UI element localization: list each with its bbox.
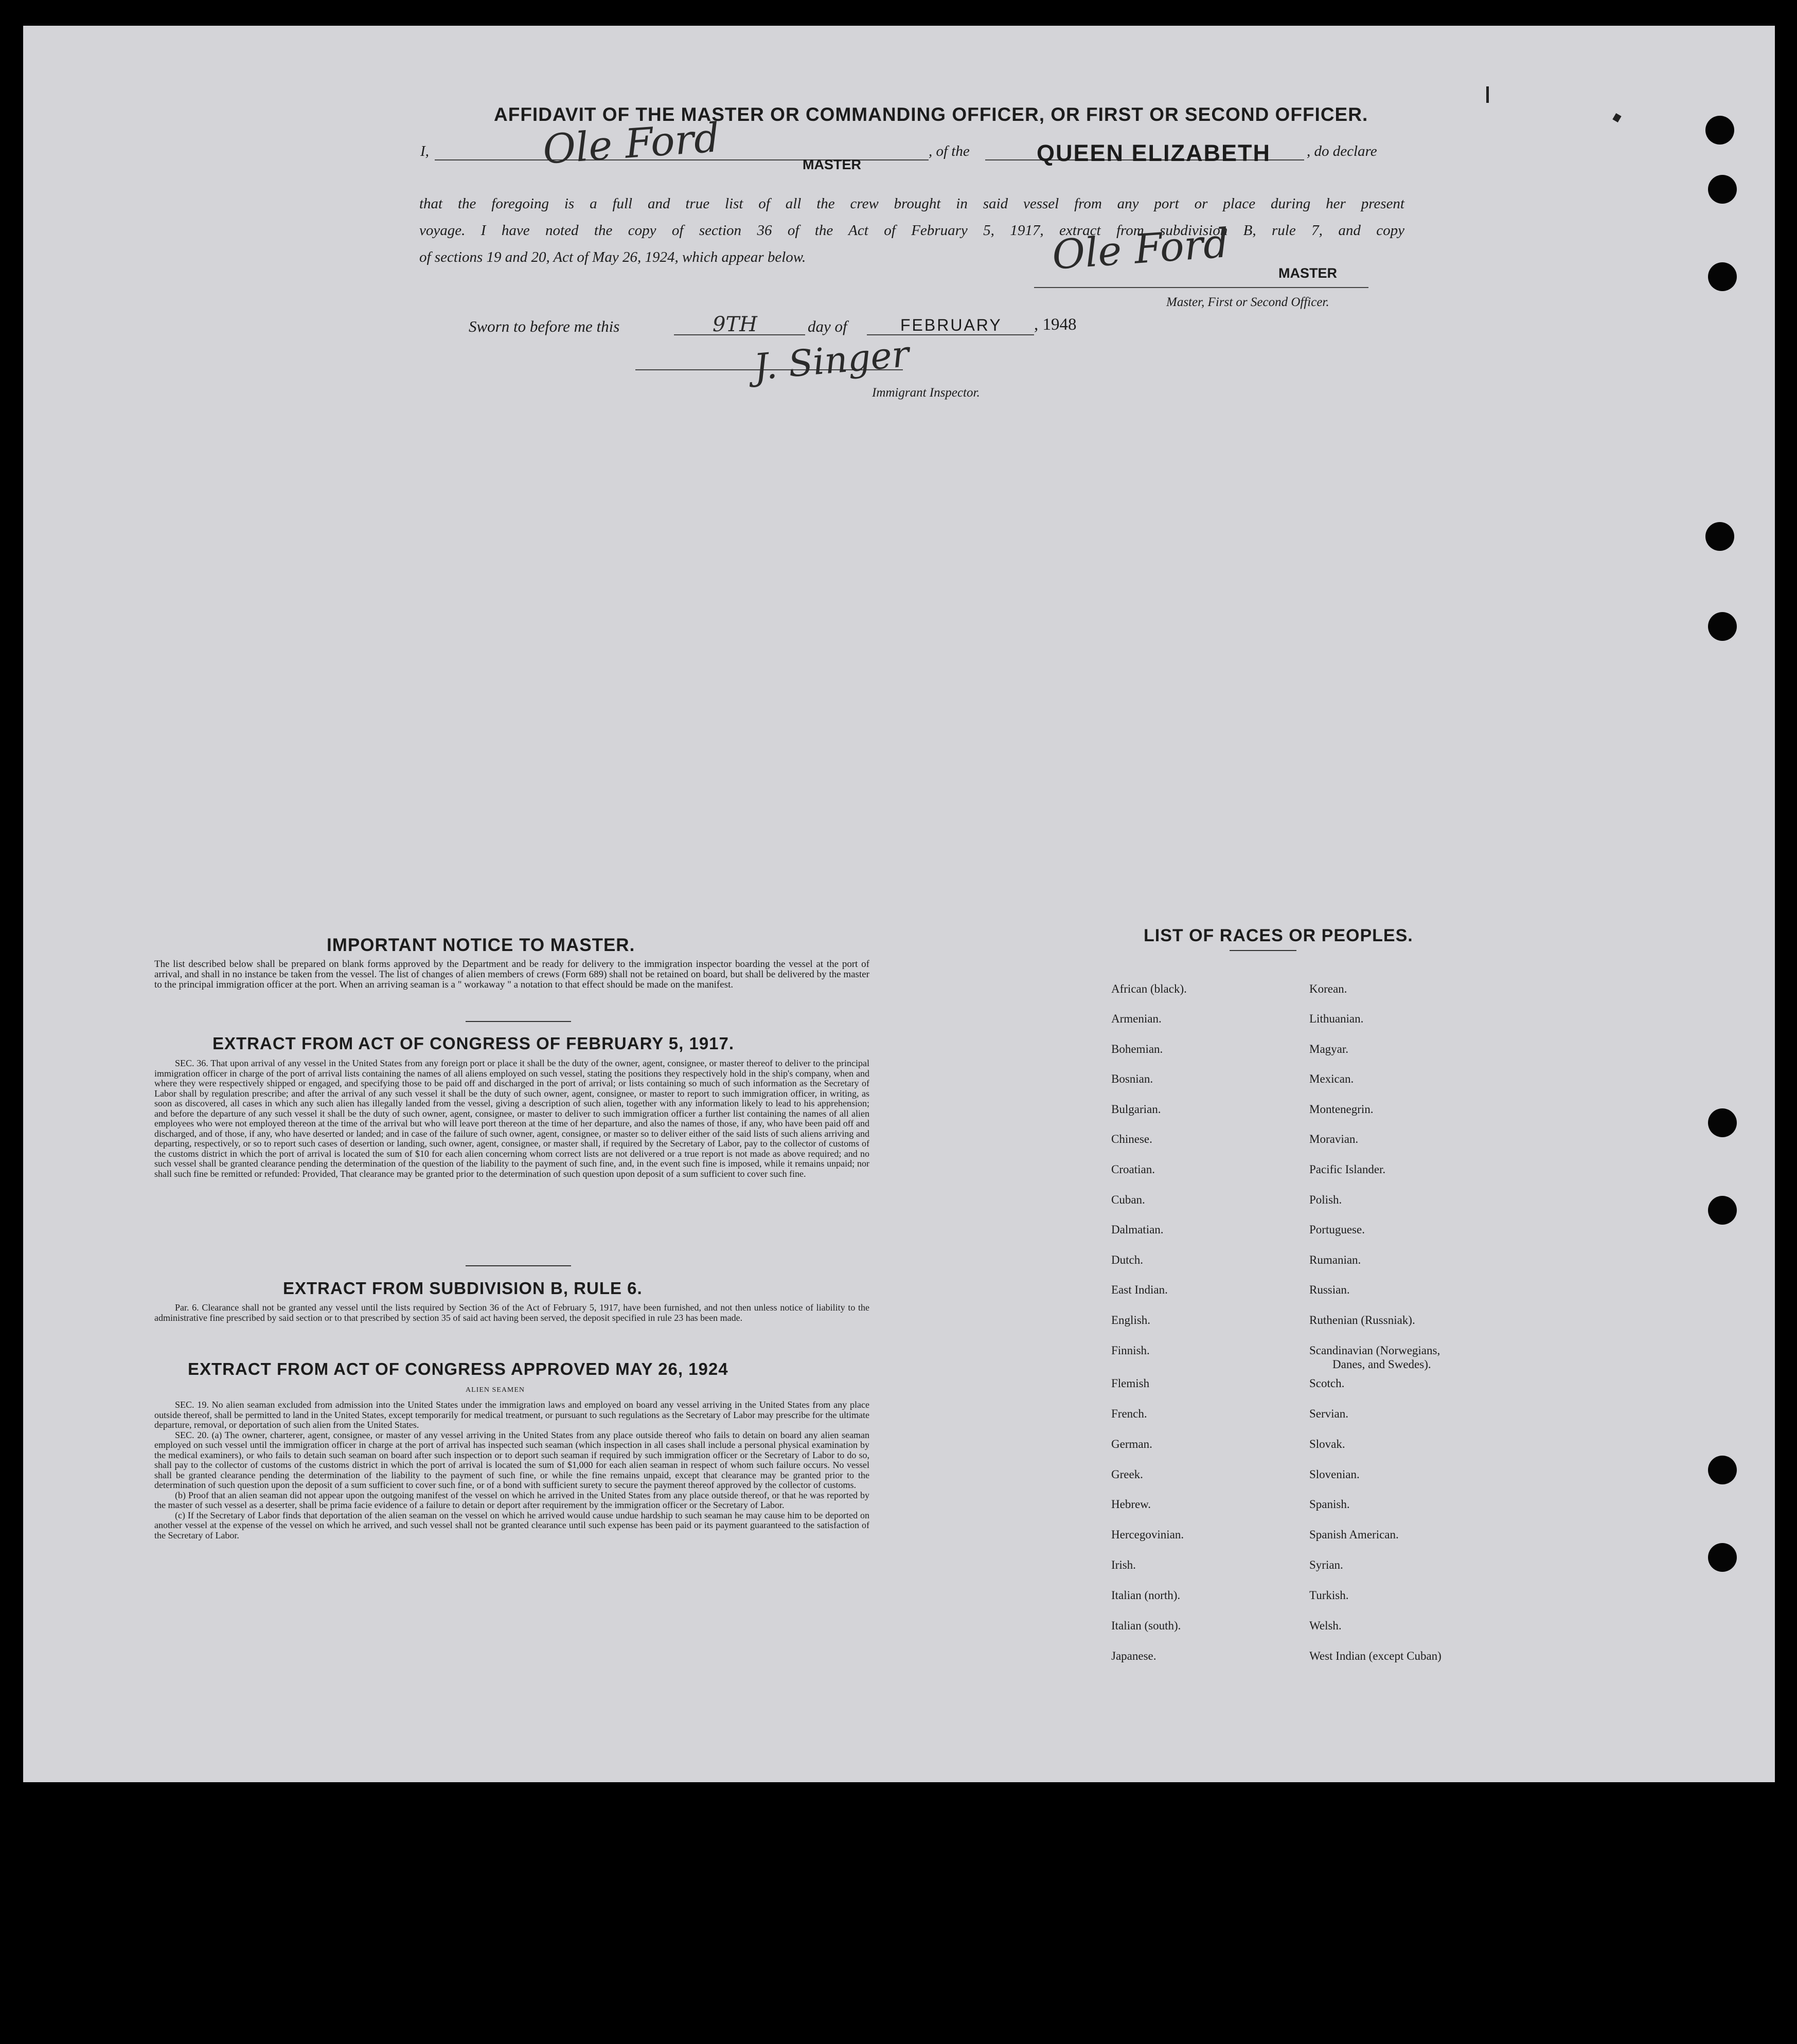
- race-item: Greek.: [1111, 1468, 1143, 1481]
- month-value: FEBRUARY: [900, 316, 1002, 334]
- binder-hole: [1708, 1456, 1737, 1484]
- race-item: Servian.: [1309, 1407, 1349, 1420]
- race-item: Turkish.: [1309, 1589, 1349, 1602]
- binder-hole: [1708, 612, 1737, 641]
- binder-hole: [1708, 1108, 1737, 1137]
- race-item: West Indian (except Cuban): [1309, 1649, 1442, 1662]
- binder-hole: [1708, 1543, 1737, 1572]
- race-item: East Indian.: [1111, 1283, 1168, 1296]
- race-item: Portuguese.: [1309, 1223, 1365, 1236]
- inspector-label: Immigrant Inspector.: [872, 386, 980, 400]
- inspector-signature: J. Singer: [752, 332, 911, 389]
- important-notice-title: IMPORTANT NOTICE TO MASTER.: [327, 935, 635, 955]
- race-item: German.: [1111, 1438, 1152, 1450]
- alien-seamen-subtitle: ALIEN SEAMEN: [466, 1386, 525, 1394]
- extract-1924-paragraph: SEC. 19. No alien seaman excluded from admission into the United States under the immigration laws and employed on board any vessel arriving in the United States from any place outside thereof, shall be permitted to land in the United States, except temporarily for medical treatment, or pursuant to such regulations as the Secretary of Labor may prescribe for the ultimate departure, removal, or deportation of such alien from the United States.: [154, 1400, 869, 1430]
- race-item: Mexican.: [1309, 1072, 1354, 1085]
- binder-hole: [1705, 522, 1734, 551]
- race-item: Syrian.: [1309, 1558, 1343, 1571]
- affidavit-body-line: voyage. I have noted the copy of section 36 of the Act of February 5, 1917, extract from subdivision B, rule 7, and copy: [419, 222, 1404, 239]
- binder-hole: [1708, 1196, 1737, 1225]
- officer-label: Master, First or Second Officer.: [1166, 295, 1329, 309]
- race-item: Finnish.: [1111, 1344, 1150, 1357]
- vessel-name: QUEEN ELIZABETH: [1037, 140, 1271, 166]
- officer-signature-line: [1034, 287, 1368, 288]
- race-item: Russian.: [1309, 1283, 1350, 1296]
- race-item: Hercegovinian.: [1111, 1528, 1184, 1541]
- race-item: Danes, and Swedes).: [1332, 1358, 1431, 1371]
- extract-1924-paragraph: (b) Proof that an alien seaman did not appear upon the outgoing manifest of the vessel on which he arrived in the United States from any place outside thereof, or that he was reported by the master of such vessel as a deserter, shall be prima facie evidence of a failure to detain or deport after requirement by the immigration officer or the Secretary of Labor.: [154, 1490, 869, 1510]
- race-item: Spanish.: [1309, 1498, 1350, 1511]
- race-item: Armenian.: [1111, 1012, 1162, 1025]
- affidavit-body-line: that the foregoing is a full and true list of all the crew brought in said vessel from any port or place during her present: [419, 195, 1404, 212]
- extract-rule6-text: Par. 6. Clearance shall not be granted any vessel until the lists required by Section 36 of the Act of February 5, 1917, have been furnished, and not then unless notice of liability to the administrative fine prescribed by said section or to that prescribed by section 35 of said act having been served, the deposit specified in rule 23 has been made.: [154, 1302, 869, 1323]
- race-item: Moravian.: [1309, 1133, 1359, 1145]
- race-item: Japanese.: [1111, 1649, 1157, 1662]
- extract-1924-paragraph: (c) If the Secretary of Labor finds that deportation of the alien seaman on the vessel on which he arrived would cause undue hardship to such seaman he may cause him to be deported on another vessel at the expense of the vessel on which he arrived, and such vessel shall not be granted clearance until such expense has been paid or its payment guaranteed to the satisfaction of the Secretary of Labor.: [154, 1510, 869, 1540]
- race-item: Montenegrin.: [1309, 1103, 1374, 1116]
- race-item: Slovak.: [1309, 1438, 1345, 1450]
- sworn-label: Sworn to before me this: [469, 317, 620, 335]
- divider: [466, 1265, 571, 1266]
- master-label: MASTER: [803, 157, 861, 172]
- race-item: English.: [1111, 1314, 1151, 1326]
- race-item: Spanish American.: [1309, 1528, 1399, 1541]
- race-item: Hebrew.: [1111, 1498, 1151, 1511]
- binder-hole: [1708, 262, 1737, 291]
- officer-master-label: MASTER: [1278, 265, 1337, 281]
- extract-1917-title: EXTRACT FROM ACT OF CONGRESS OF FEBRUARY 5, 1917.: [212, 1034, 735, 1053]
- race-item: Pacific Islander.: [1309, 1163, 1386, 1176]
- edge-mark: [1612, 113, 1621, 122]
- important-notice-text: The list described below shall be prepared on blank forms approved by the Department and be ready for delivery to the immigration inspector boarding the vessel at the port of arrival, and shall in no instance be taken from the vessel. The list of changes of alien members of crews (Form 689) shall not be retained on board, but shall be delivered by the master to the principal immigration officer at the port. When an arriving seaman is a " workaway " a notation to that effect should be made on the manifest.: [154, 959, 869, 990]
- affidavit-body: [419, 190, 1404, 271]
- race-item: African (black).: [1111, 982, 1187, 995]
- master-signature: Ole Ford: [541, 115, 721, 173]
- day-value: 9TH: [713, 313, 758, 336]
- race-item: Korean.: [1309, 982, 1347, 995]
- extract-rule6-title: EXTRACT FROM SUBDIVISION B, RULE 6.: [283, 1279, 643, 1298]
- race-item: Flemish: [1111, 1377, 1150, 1390]
- extract-1924-paragraph: SEC. 20. (a) The owner, charterer, agent, consignee, or master of any vessel arriving in the United States from any place outside thereof who fails to detain on board any alien seaman employed on such vessel until the immigration officer in charge at the port of arrival has inspected such seaman (which inspection in all cases shall include a personal physical examination by the medical examiners), or who fails to detain such seaman on board after such inspection or to deport such seaman if required by such immigration officer or the Secretary of Labor to do so, shall pay to the collector of customs of the customs district in which the port of arrival is located the sum of $1,000 for each alien seaman in respect of whom such failure occurs. No vessel shall be granted clearance pending the determination of the liability to the payment of such fine, or while the fine remains unpaid, except that clearance may be granted prior to the determination of such question upon the deposit of a sum sufficient to cover such fine, or of a bond with sufficient surety to secure the payment thereof approved by the collector of customs.: [154, 1429, 869, 1490]
- binder-hole: [1705, 116, 1734, 145]
- race-item: Ruthenian (Russniak).: [1309, 1314, 1415, 1326]
- of-the-label: , of the: [929, 143, 970, 159]
- race-item: Bosnian.: [1111, 1072, 1153, 1085]
- race-item: Lithuanian.: [1309, 1012, 1364, 1025]
- race-item: Welsh.: [1309, 1619, 1342, 1632]
- races-title-underline: [1230, 950, 1296, 951]
- affidavit-body-line: of sections 19 and 20, Act of May 26, 1924, which appear below.: [419, 249, 806, 265]
- race-item: Bulgarian.: [1111, 1103, 1161, 1116]
- race-item: Italian (north).: [1111, 1589, 1181, 1602]
- i-label: I,: [420, 143, 429, 159]
- race-item: Magyar.: [1309, 1043, 1349, 1055]
- day-of-label: day of: [808, 317, 847, 335]
- extract-1924-title: EXTRACT FROM ACT OF CONGRESS APPROVED MAY 26, 1924: [188, 1359, 728, 1378]
- year-value: , 1948: [1034, 315, 1077, 334]
- edge-mark: [1486, 86, 1489, 103]
- affidavit-title: AFFIDAVIT OF THE MASTER OR COMMANDING OFFICER, OR FIRST OR SECOND OFFICER.: [494, 104, 1368, 125]
- race-item: Scotch.: [1309, 1377, 1345, 1390]
- race-item: Dalmatian.: [1111, 1223, 1164, 1236]
- race-item: Scandinavian (Norwegians,: [1309, 1344, 1440, 1357]
- extract-1917-text: SEC. 36. That upon arrival of any vessel in the United States from any foreign port or place it shall be the duty of the owner, agent, consignee, or master thereof to deliver to the principal immigration officer in charge of the port of arrival lists containing the names of all aliens employed on such vessel, stating the positions they respectively hold in the ship's company, when and where they were respectively shipped or engaged, and specifying those to be paid off and discharged in the port of arrival; or lists containing so much of such information as the Secretary of Labor shall by regulation prescribe; and after the arrival of any such vessel it shall be the duty of such owner, agent, consignee, or master to report to such immigration officer, in writing, as soon as discovered, all cases in which any such alien has illegally landed from the vessel, giving a description of such alien, together with any information likely to lead to his apprehension; and before the departure of any such vessel it shall be the duty of such owner, agent, consignee, or master to deliver to such immigration officer a further list containing the names of all alien employees who were not employed thereon at the time of the arrival but who will leave port thereon at the time of her departure, and also the names of those, if any, who have been paid off and discharged, and of those, if any, who have deserted or landed; and in case of the failure of such owner, agent, consignee, or master so to deliver either of the said lists of such aliens arriving and departing, respectively, or so to report such cases of desertion or landing, such owner, agent, consignee, or master shall, if required by the Secretary of Labor, pay to the collector of customs of the customs district in which the port of arrival is located the sum of $10 for each alien concerning whom correct lists are not delivered or a true report is not made as above required; and no such vessel shall be granted clearance pending the determination of the question of the liability to the payment of such fine, and, in the event such fine is imposed, while it remains unpaid; nor shall such fine be remitted or refunded: Provided, That clearance may be granted prior to the determination of such question upon deposit of a sum sufficient to cover such fine.: [154, 1058, 869, 1179]
- race-item: Cuban.: [1111, 1193, 1145, 1206]
- race-item: Dutch.: [1111, 1253, 1143, 1266]
- races-title: LIST OF RACES OR PEOPLES.: [1144, 926, 1413, 945]
- race-item: French.: [1111, 1407, 1147, 1420]
- race-item: Rumanian.: [1309, 1253, 1361, 1266]
- race-item: Irish.: [1111, 1558, 1136, 1571]
- divider: [466, 1021, 571, 1022]
- race-item: Croatian.: [1111, 1163, 1155, 1176]
- binder-hole: [1708, 175, 1737, 204]
- race-item: Slovenian.: [1309, 1468, 1360, 1481]
- document-page: [23, 26, 1775, 1782]
- race-item: Polish.: [1309, 1193, 1342, 1206]
- officer-signature: Ole Ford: [1051, 220, 1231, 279]
- declare-label: , do declare: [1307, 143, 1377, 159]
- extract-1924-body: [154, 1400, 869, 1540]
- race-item: Italian (south).: [1111, 1619, 1181, 1632]
- race-item: Chinese.: [1111, 1133, 1152, 1145]
- race-item: Bohemian.: [1111, 1043, 1163, 1055]
